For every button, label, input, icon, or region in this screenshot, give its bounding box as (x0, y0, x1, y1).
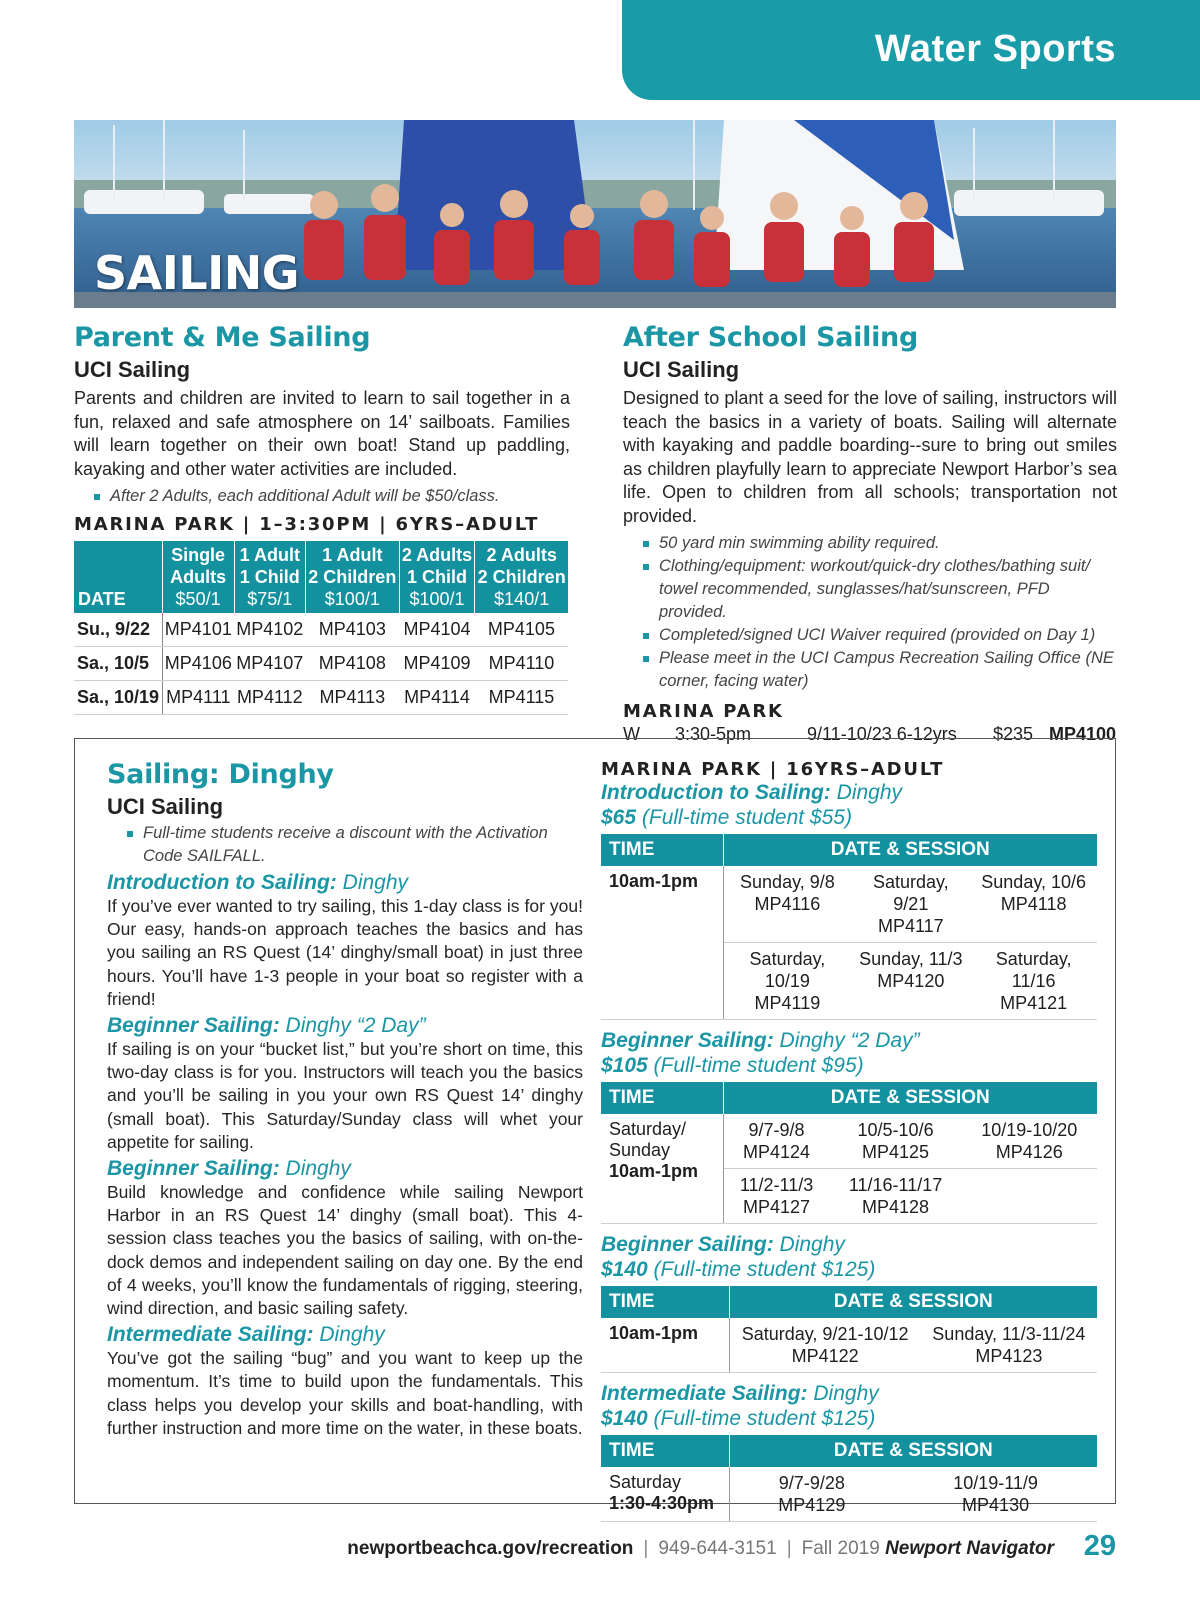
note-item: Clothing/equipment: workout/quick-dry clothes/bathing suit/ towel recommended, sunglasses/hat/sunscreen, PFD provided. (623, 555, 1117, 624)
note-item: Please meet in the UCI Campus Recreation Sailing Office (NE corner, facing water) (623, 647, 1117, 693)
schedule-table: TIME DATE & SESSION 10am-1pm Sunday, 9/8 MP4116 Saturday, 9/21 MP4117 Sunday, 10/6 MP4118 Saturday, 10/19 MP4119 Sunday, 11/3 MP4120 Saturday, 11/16 MP4121 (601, 834, 1097, 1020)
course-price: $105 (Full-time student $95) (601, 1054, 864, 1077)
hero-label: SAILING (94, 246, 300, 300)
footer-season: Fall 2019 (801, 1538, 880, 1559)
table-row: Sa., 10/19 MP4111 MP4112 MP4113 MP4114 MP4115 (74, 681, 568, 715)
after-school-section (623, 322, 1117, 745)
location-line: MARINA PARK | 16YRS–ADULT (601, 759, 945, 780)
table-row: Sa., 10/5 MP4106 MP4107 MP4108 MP4109 MP4110 (74, 647, 568, 681)
dinghy-box (74, 738, 1116, 1515)
offering-row: W 3:30-5pm 9/11-10/23 6-12yrs $235 MP4100 (623, 724, 1117, 744)
notes-list (74, 485, 570, 508)
section-heading: After School Sailing (623, 322, 918, 353)
note-item: Full-time students receive a discount with the Activation Code SAILFALL. (107, 822, 583, 868)
location-line: MARINA PARK | 1–3:30PM | 6YRS–ADULT (74, 514, 540, 535)
description: If you’ve ever wanted to try sailing, this 1-day class is for you! Our easy, hands-on approach teaches the basics and has you sailing an RS Quest (14’ dinghy/small boat) in just three hours. You’ll have 1-3 people in your boat so register with a friend! (107, 896, 583, 1009)
date-header: DATE (74, 541, 162, 613)
course-heading: Beginner Sailing: Dinghy “2 Day” (601, 1029, 920, 1052)
section-title: Water Sports (874, 28, 1116, 70)
pricing-table (74, 541, 568, 715)
course-price: $140 (Full-time student $125) (601, 1407, 876, 1430)
course-heading: Intermediate Sailing: Dinghy (601, 1382, 879, 1405)
column-header: 1 Adult 2 Children $100/1 (306, 541, 400, 613)
location-line: MARINA PARK (623, 701, 784, 722)
schedule-table: TIME DATE & SESSION Saturday 1:30-4:30pm 9/7-9/28 MP4129 10/19-11/9 MP4130 (601, 1435, 1097, 1522)
provider-name: UCI Sailing (623, 357, 740, 382)
description: Parents and children are invited to learn to sail together in a fun, relaxed and safe atmosphere on 14’ sailboats. Families will learn together on their own boat! Stand up paddling, kayaking and other water activities are included. (74, 388, 570, 479)
description: You’ve got the sailing “bug” and you want to keep up the momentum. It’s time to build upon the fundamentals. This class helps you develop your skills and boat-handling, with further instruction and more time on the water, in these boats. (107, 1348, 583, 1438)
schedule-table: TIME DATE & SESSION 10am-1pm Saturday, 9/21-10/12 MP4122 Sunday, 11/3-11/24 MP4123 (601, 1286, 1097, 1373)
note-item: After 2 Adults, each additional Adult will be $50/class. (74, 485, 570, 508)
table-row: 10am-1pm Saturday, 9/21-10/12 MP4122 Sunday, 11/3-11/24 MP4123 (601, 1318, 1097, 1373)
provider-name: UCI Sailing (107, 794, 224, 819)
section-heading: Parent & Me Sailing (74, 322, 371, 353)
section-tab (622, 0, 1200, 100)
dinghy-descriptions (107, 759, 583, 1440)
table-row: Saturday 1:30-4:30pm 9/7-9/28 MP4129 10/19-11/9 MP4130 (601, 1467, 1097, 1522)
footer-url[interactable]: newportbeachca.gov/recreation (347, 1538, 634, 1559)
schedule-table: TIME DATE & SESSION Saturday/ Sunday 10am-1pm 9/7-9/8 MP4124 10/5-10/6 MP4125 10/19-10/20 MP4126 11/2-11/3 MP4127 11/16-11/17 MP4128 (601, 1082, 1097, 1224)
subheading: Introduction to Sailing: Dinghy (107, 871, 409, 894)
description: If sailing is on your “bucket list,” but you’re short on time, this two-day class is for you. Instructors will teach you the basics and you’ll be sailing in you your own RS Quest 14’ dinghy (small boat). This Saturday/Sunday class will whet your appetite for sailing. (107, 1039, 583, 1152)
column-header: Single Adults $50/1 (162, 541, 234, 613)
parent-me-section (74, 322, 570, 715)
subheading: Beginner Sailing: Dinghy (107, 1157, 351, 1181)
provider-name: UCI Sailing (74, 357, 191, 382)
note-item: Completed/signed UCI Waiver required (provided on Day 1) (623, 624, 1117, 647)
section-heading: Sailing: Dinghy (107, 759, 334, 790)
table-row: Saturday/ Sunday 10am-1pm 9/7-9/8 MP4124 10/5-10/6 MP4125 10/19-10/20 MP4126 (601, 1114, 1097, 1169)
footer-publication: Newport Navigator (885, 1538, 1054, 1559)
hero-photo (74, 120, 1116, 308)
notes-list (623, 532, 1117, 693)
notes-list (107, 822, 583, 868)
note-item: 50 yard min swimming ability required. (623, 532, 1117, 555)
activity-code: MP4100 (1049, 724, 1117, 744)
footer-phone: 949-644-3151 (658, 1538, 777, 1559)
subheading: Beginner Sailing: Dinghy “2 Day” (107, 1014, 426, 1038)
course-heading: Introduction to Sailing: Dinghy (601, 781, 903, 804)
column-header: 2 Adults 1 Child $100/1 (399, 541, 475, 613)
course-price: $140 (Full-time student $125) (601, 1258, 876, 1281)
subheading: Intermediate Sailing: Dinghy (107, 1323, 385, 1347)
course-price: $65 (Full-time student $55) (601, 806, 852, 829)
column-header: 2 Adults 2 Children $140/1 (475, 541, 568, 613)
table-row: Su., 9/22 MP4101 MP4102 MP4103 MP4104 MP4105 (74, 613, 568, 647)
course-heading: Beginner Sailing: Dinghy (601, 1233, 845, 1256)
table-row: 10am-1pm Sunday, 9/8 MP4116 Saturday, 9/21 MP4117 Sunday, 10/6 MP4118 (601, 866, 1097, 943)
table-row: 11/2-11/3 MP4127 11/16-11/17 MP4128 (601, 1169, 1097, 1224)
page-number: 29 (1083, 1530, 1116, 1562)
dinghy-schedules (601, 759, 1097, 1530)
column-header: 1 Adult 1 Child $75/1 (234, 541, 305, 613)
table-row: Saturday, 10/19 MP4119 Sunday, 11/3 MP4120 Saturday, 11/16 MP4121 (601, 943, 1097, 1020)
description: Designed to plant a seed for the love of sailing, instructors will teach the basics in a variety of boats. Sailing will alternate with kayaking and paddle boarding--sure to bring out smiles as children playfully learn to appreciate Newport Harbor’s sea life. Open to children from all schools; transportation not provided. (623, 388, 1117, 526)
description: Build knowledge and confidence while sailing Newport Harbor in an RS Quest 14’ dinghy (small boat). This 4-session class teaches you the basics of sailing, with on-the-dock demos and independent sailing on day one. By the end of 4 weeks, you’ll know the fundamentals of rigging, steering, wind direction, and basic sailing safety. (107, 1182, 583, 1319)
footer-line: newportbeachca.gov/recreation | 949-644-3151 | Fall 2019 Newport Navigator (347, 1538, 1054, 1559)
